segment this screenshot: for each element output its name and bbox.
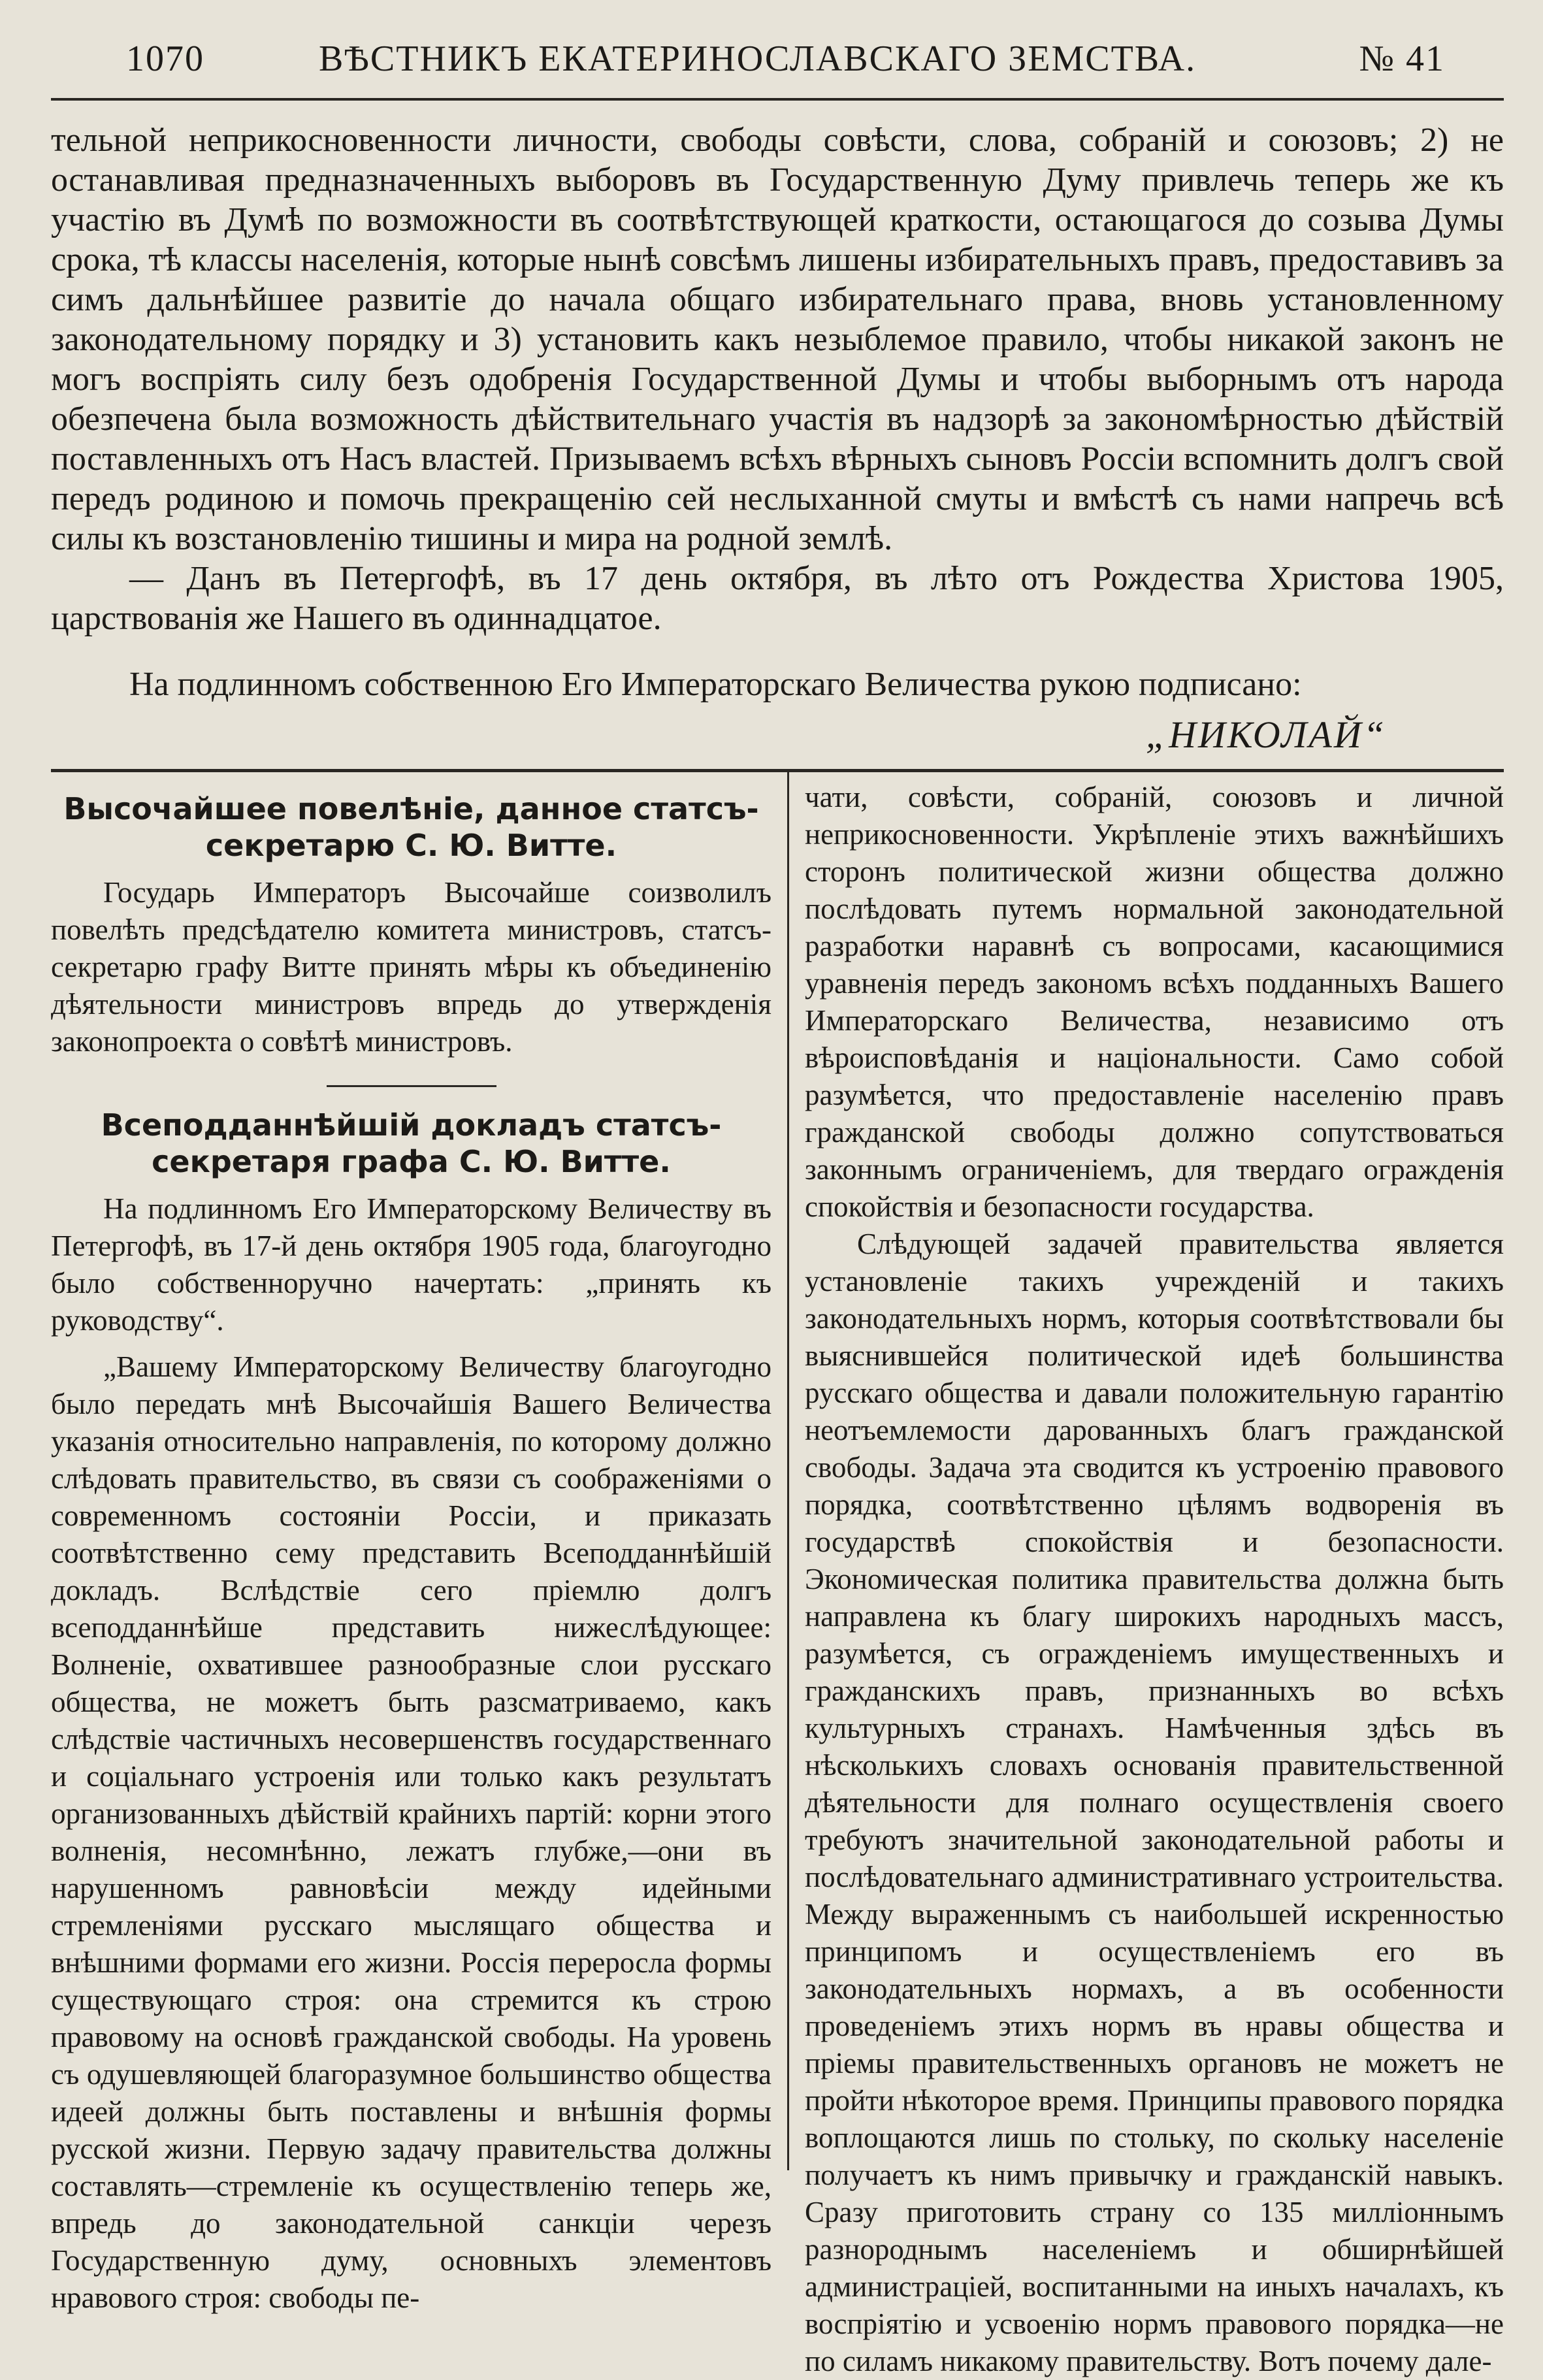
report-intro-paragraph: На подлинномъ Его Императорскому Величеству въ Петергофѣ, въ 17-й день октября 1905 года, благоугодно было собственноручно начертать: „принять къ руководству“. <box>51 1192 772 1337</box>
report-paragraph: Слѣдующей задачей правительства является установленіе такихъ учрежденій и такихъ законодательныхъ нормъ, которыя соотвѣтствовали бы выяснившейся политической идеѣ большинства русскаго общества и давали положительную гарантію неотъемлемости дарованныхъ благъ гражданской свободы. Задача эта сводится къ устроенію правового порядка, соотвѣтственно цѣлямъ водворенія въ государствѣ спокойствія и безопасности. Экономическая политика правительства должна быть направлена къ благу широкихъ народныхъ массъ, разумѣется, съ огражденіемъ имущественныхъ и гражданскихъ правъ, признанныхъ во всѣхъ культурныхъ странахъ. Намѣченныя здѣсь въ нѣсколькихъ словахъ основанія правительственной дѣятельности для полнаго осуществленія своего требуютъ значительной законодательной работы и послѣдовательнаго административнаго устроительства. Между выраженнымъ съ наибольшей искренностью принципомъ и осуществленіемъ его въ законодательныхъ нормахъ, а въ особенности проведеніемъ этихъ нормъ въ нравы общества и пріемы правительственныхъ органовъ не можетъ не пройти нѣкоторое время. Принципы правового порядка воплощаются лишь по стольку, по скольку населеніе получаетъ къ нимъ привычку и гражданскій навыкъ. Сразу приготовить страну со 135 милліоннымъ разнороднымъ населеніемъ и обширнѣйшей администраціей, воспитанными на иныхъ началахъ, къ воспріятію и усвоенію нормъ правового порядка—не по силамъ никакому правительству. Вотъ почему дале- <box>805 1228 1504 2377</box>
running-header <box>51 0 1504 101</box>
report-heading: Всеподданнѣйшій докладъ статсъ-секретаря графа С. Ю. Витте. <box>101 1107 722 1179</box>
decree-paragraph: Государь Императоръ Высочайше соизволилъ повелѣть предсѣдателю комитета министровъ, статсъ-секретарю графу Витте принять мѣры къ объединенію дѣятельности министровъ впредь до утвержденія законопроекта о совѣтѣ министровъ. <box>51 876 772 1058</box>
manifesto-text <box>51 101 1504 755</box>
two-column-body <box>51 772 1504 2377</box>
signed-note: На подлинномъ собственною Его Императорскаго Величества рукою подписано: <box>129 666 1302 703</box>
journal-title: ВѢСТНИКЪ ЕКАТЕРИНОСЛАВСКАГО ЗЕМСТВА. <box>319 39 1197 79</box>
decree-heading: Высочайшее повелѣніе, данное статсъ-секретарю С. Ю. Витте. <box>63 791 759 863</box>
left-column <box>51 772 789 2314</box>
report-continuation-paragraph: чати, совѣсти, собраній, союзовъ и личной неприкосновенности. Укрѣпленіе этихъ важнѣйшихъ сторонъ политической жизни общества должно послѣдовать путемъ нормальной законодательной разработки наравнѣ съ вопросами, касающимися уравненія передъ закономъ всѣхъ подданныхъ Вашего Императорскаго Величества, независимо отъ вѣроисповѣданія и національности. Само собой разумѣется, что предоставленіе населенію правъ гражданской свободы должно сопутствоваться законнымъ ограниченіемъ, для твердаго огражденія спокойствія и безопасности государства. <box>805 781 1504 1223</box>
report-body-paragraph: „Вашему Императорскому Величеству благоугодно было передать мнѣ Высочайшія Вашего Величества указанія относительно направленія, по которому должно слѣдовать правительство, въ связи съ соображеніями о современномъ состояніи Россіи, и приказать соотвѣтственно сему представить Всеподданнѣйшій докладъ. Вслѣдствіе сего пріемлю долгъ всеподданнѣйше представить нижеслѣдующее: Волненіе, охватившее разнообразные слои русскаго общества, не можетъ быть разсматриваемо, какъ слѣдствіе частичныхъ несовершенствъ государственнаго и соціальнаго устроенія или только какъ результатъ организованныхъ дѣйствій крайнихъ партій: корни этого волненія, несомнѣнно, лежатъ глубже,—они въ нарушенномъ равновѣсіи между идейными стремленіями русскаго мыслящаго общества и внѣшними формами его жизни. Россія переросла формы существующаго строя: она стремится къ строю правовому на основѣ гражданской свободы. На уровень съ одушевляющей благоразумное большинство общества идеей должны быть поставлены и внѣшнія формы русской жизни. Первую задачу правительства должны составлять—стремленіе къ осуществленію теперь же, впредь до законодательной санкціи черезъ Государственную думу, основныхъ элементовъ нравового строя: свободы пе- <box>51 1350 772 2314</box>
article-divider <box>327 1085 496 1087</box>
manifesto-date-line: — Данъ въ Петергофѣ, въ 17 день октября, въ лѣто отъ Рождества Христова 1905, царствованія же Нашего въ одиннадцатое. <box>51 560 1504 637</box>
issue-number: № 41 <box>1359 39 1445 79</box>
right-column <box>789 772 1504 2377</box>
signature: „НИКОЛАЙ“ <box>1145 713 1386 756</box>
page-number: 1070 <box>126 39 204 79</box>
manifesto-paragraph: тельной неприкосновенности личности, свободы совѣсти, слова, собраній и союзовъ; 2) не останавливая предназначенныхъ выборовъ въ Государственную Думу привлечь теперь же къ участію въ Думѣ по возможности въ соотвѣтствующей краткости, остающагося до созыва Думы срока, тѣ классы населенія, которые нынѣ совсѣмъ лишены избирательныхъ правъ, предоставивъ за симъ дальнѣйшее развитіе до начала общаго избирательнаго права, вновь установленному законодательному порядку и 3) установить какъ незыблемое правило, чтобы никакой законъ не могъ воспріять силу безъ одобренія Государственной Думы и чтобы выборнымъ отъ народа обезпечена была возможность дѣйствительнаго участія въ надзорѣ за закономѣрностью дѣйствій поставленныхъ отъ Насъ властей. Призываемъ всѣхъ вѣрныхъ сыновъ Россіи вспомнить долгъ свой передъ родиною и помочь прекращенію сей неслыханной смуты и вмѣстѣ съ нами напречь всѣ силы къ возстановленію тишины и мира на родной землѣ. <box>51 122 1504 557</box>
